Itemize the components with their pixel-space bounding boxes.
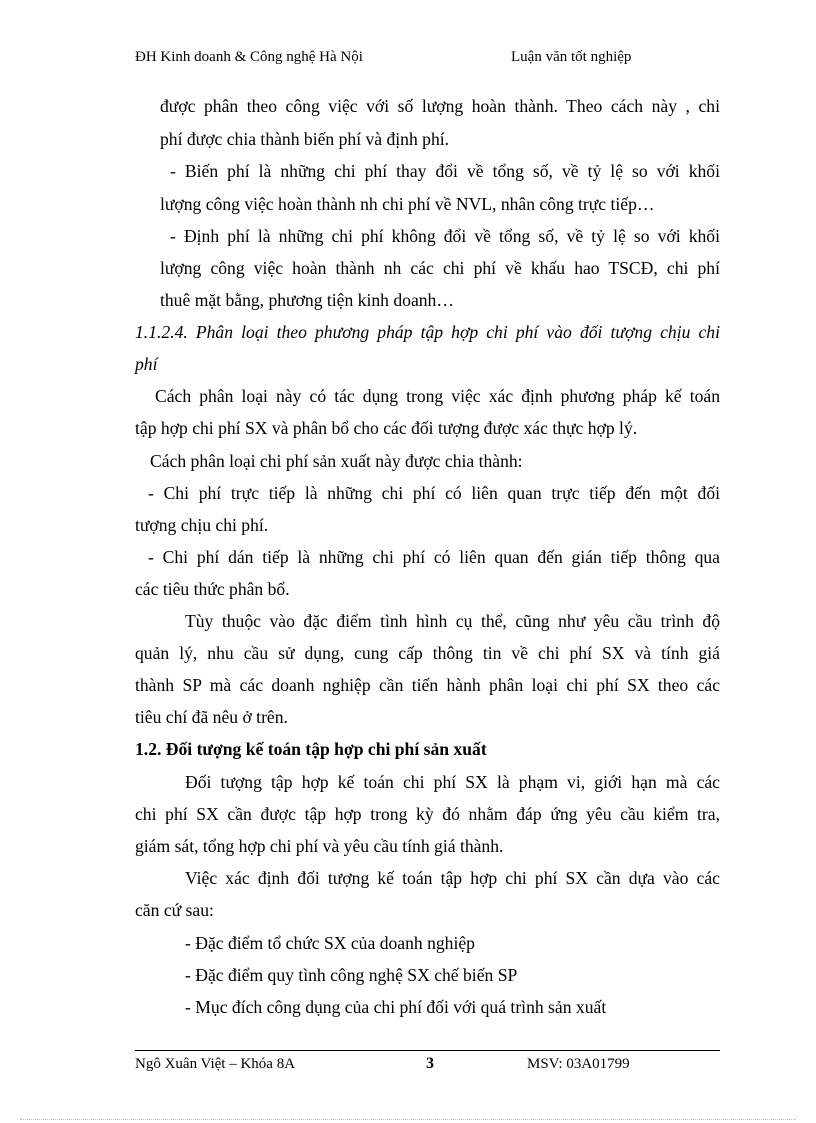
- text-line: chi phí SX cần được tập hợp trong kỳ đó nhằm đáp ứng yêu cầu kiểm tra,: [135, 804, 720, 824]
- text-line: căn cứ sau:: [135, 900, 214, 920]
- text-line: - Biến phí là những chi phí thay đổi về tổng số, về tỷ lệ so với khối: [170, 161, 720, 181]
- text-line: - Chi phí dán tiếp là những chi phí có liên quan đến gián tiếp thông qua: [148, 547, 720, 567]
- text-line: - Chi phí trực tiếp là những chi phí có liên quan trực tiếp đến một đối: [148, 483, 720, 503]
- text-line: thuê mặt bằng, phương tiện kinh doanh…: [160, 290, 454, 310]
- text-line: - Định phí là những chi phí không đổi về tổng số, về tỷ lệ so với khối: [170, 226, 720, 246]
- text-line: tượng chịu chi phí.: [135, 515, 269, 535]
- text-line: lượng công việc hoàn thành nh các chi phí về khấu hao TSCĐ, chi phí: [160, 258, 720, 278]
- text-line: phí được chia thành biến phí và định phí.: [160, 129, 450, 149]
- text-line: quản lý, nhu cầu sử dụng, cung cấp thông tin về chi phí SX và tính giá: [135, 643, 720, 663]
- text-line: Đối tượng tập hợp kế toán chi phí SX là phạm vi, giới hạn mà các: [185, 772, 720, 792]
- section-heading: 1.2. Đối tượng kế toán tập hợp chi phí sản xuất: [135, 739, 487, 759]
- subsection-heading-cont: phí: [135, 354, 158, 374]
- text-line: được phân theo công việc với số lượng hoàn thành. Theo cách này , chi: [160, 96, 720, 116]
- text-line: tiêu chí đã nêu ở trên.: [135, 707, 288, 727]
- text-line: tập hợp chi phí SX và phân bổ cho các đối tượng được xác thực hợp lý.: [135, 418, 638, 438]
- text-line: Tùy thuộc vào đặc điểm tình hình cụ thể, cũng như yêu cầu trình độ: [185, 611, 720, 631]
- footer-student-id: MSV: 03A01799: [527, 1056, 630, 1072]
- text-line: các tiêu thức phân bổ.: [135, 579, 290, 599]
- text-line: Cách phân loại chi phí sản xuất này được chia thành:: [150, 451, 523, 471]
- text-line: giám sát, tổng hợp chi phí và yêu cầu tính giá thành.: [135, 836, 504, 856]
- header-university: ĐH Kinh doanh & Công nghệ Hà Nội: [135, 49, 363, 65]
- subsection-heading: 1.1.2.4. Phân loại theo phương pháp tập hợp chi phí vào đối tượng chịu chi: [135, 322, 720, 342]
- list-item: - Đặc điểm quy tình công nghệ SX chế biến SP: [185, 965, 518, 985]
- header-document-type: Luận văn tốt nghiệp: [511, 49, 632, 65]
- footer-author: Ngô Xuân Việt – Khóa 8A: [135, 1056, 296, 1072]
- text-line: lượng công việc hoàn thành nh chi phí về NVL, nhân công trực tiếp…: [160, 194, 655, 214]
- page-edge-divider: [20, 1119, 796, 1120]
- text-line: Việc xác định đối tượng kế toán tập hợp chi phí SX cần dựa vào các: [185, 868, 720, 888]
- text-line: Cách phân loại này có tác dụng trong việc xác định phương pháp kế toán: [155, 386, 720, 406]
- list-item: - Mục đích công dụng của chi phí đối với quá trình sản xuất: [185, 997, 607, 1017]
- list-item: - Đặc điểm tổ chức SX của doanh nghiệp: [185, 933, 475, 953]
- text-line: thành SP mà các doanh nghiệp cần tiến hành phân loại chi phí SX theo các: [135, 675, 720, 695]
- footer-divider: [135, 1050, 720, 1051]
- page-number: 3: [426, 1055, 434, 1072]
